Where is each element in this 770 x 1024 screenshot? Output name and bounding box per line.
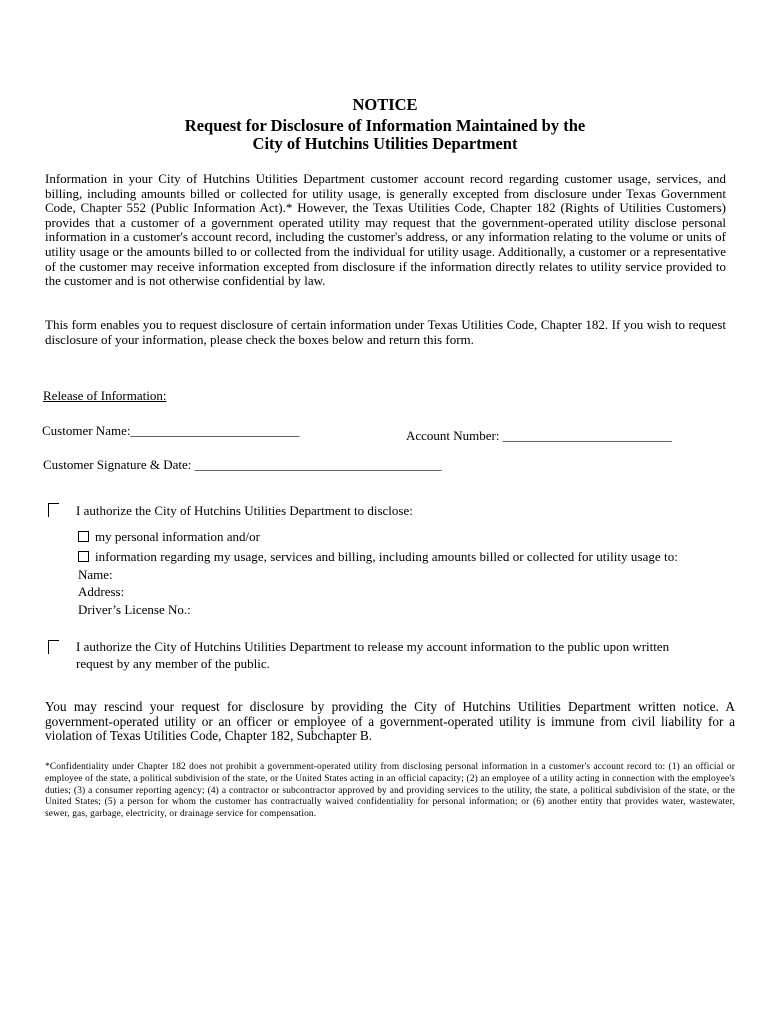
customer-name-field[interactable]: Customer Name:__________________________	[42, 423, 300, 438]
option-personal-info[interactable]	[78, 529, 260, 545]
title-line-2: Request for Disclosure of Information Maintained by the	[184, 116, 586, 135]
rescind-paragraph: You may rescind your request for disclosure by providing the City of Hutchins Utilities Department written notice. A government-operated utility or an officer or employee of a government-operated utility is immune from civil liability for a violation of Texas Utilities Code, Chapter 182, Subchapter B.	[45, 699, 735, 743]
signature-date-field[interactable]: Customer Signature & Date: ______________________________________	[43, 457, 442, 472]
authorize-public-checkbox[interactable]	[48, 640, 59, 654]
title-line-3: City of Hutchins Utilities Department	[252, 134, 518, 153]
option-usage-info[interactable]	[78, 549, 678, 565]
authorize-public-text-line2: request by any member of the public.	[76, 656, 270, 671]
confidentiality-footnote: *Confidentiality under Chapter 182 does not prohibit a government-operated utility from disclosing personal information in a customer's account record to: (1) an official or employee of the state, a political subdivision of the state, or the United States acting in an official capacity; (2) an employee of a utility acting in connection with the employee's duties; (3) a consumer reporting agency; (4) a contractor or subcontractor approved by and providing services to the utility, the state, a political subdivision of the state, or the United States; (5) a person for whom the customer has contractually waived confidentiality for personal information; or (6) another entity that provides water, wastewater, sewer, gas, garbage, electricity, or drainage service for compensation.	[45, 762, 735, 820]
account-number-field[interactable]: Account Number: __________________________	[406, 428, 672, 443]
authorize-public-text-line1: I authorize the City of Hutchins Utilities Department to release my account information to the public upon written	[76, 639, 670, 654]
personal-info-checkbox[interactable]	[78, 531, 89, 542]
recipient-address-field[interactable]: Address:	[78, 584, 125, 599]
recipient-license-field[interactable]: Driver’s License No.:	[78, 602, 191, 617]
authorize-disclose-text: I authorize the City of Hutchins Utilities Department to disclose:	[76, 503, 413, 518]
release-heading: Release of Information:	[43, 388, 167, 403]
authorize-disclose-checkbox[interactable]	[48, 503, 59, 517]
option-personal-info-label: my personal information and/or	[95, 529, 260, 544]
form-intro-paragraph: This form enables you to request disclosure of certain information under Texas Utilities Code, Chapter 182. If you wish to request disclosure of your information, please check the boxes below and return this form.	[45, 317, 726, 347]
intro-paragraph: Information in your City of Hutchins Utilities Department customer account record regarding customer usage, services, and billing, including amounts billed or collected for utility usage, is generally excepted from disclosure under Texas Government Code, Chapter 552 (Public Information Act).* However, the Texas Utilities Code, Chapter 182 (Rights of Utilities Customers) provides that a customer of a government operated utility may request that the government-operated utility disclose personal information in a customer's account record, including the customer's address, or any information relating to the volume or units of utility usage or the amounts billed to or collected from the individual for utility usage. Additionally, a customer or a representative of the customer may receive information excepted from disclosure if the information directly relates to utility service provided to the customer and is not otherwise confidential by law.	[45, 171, 726, 289]
usage-info-checkbox[interactable]	[78, 551, 89, 562]
recipient-name-field[interactable]: Name:	[78, 567, 113, 582]
notice-heading: NOTICE	[352, 95, 418, 114]
option-usage-info-label: information regarding my usage, services and billing, including amounts billed or collected for utility usage to:	[95, 549, 678, 564]
